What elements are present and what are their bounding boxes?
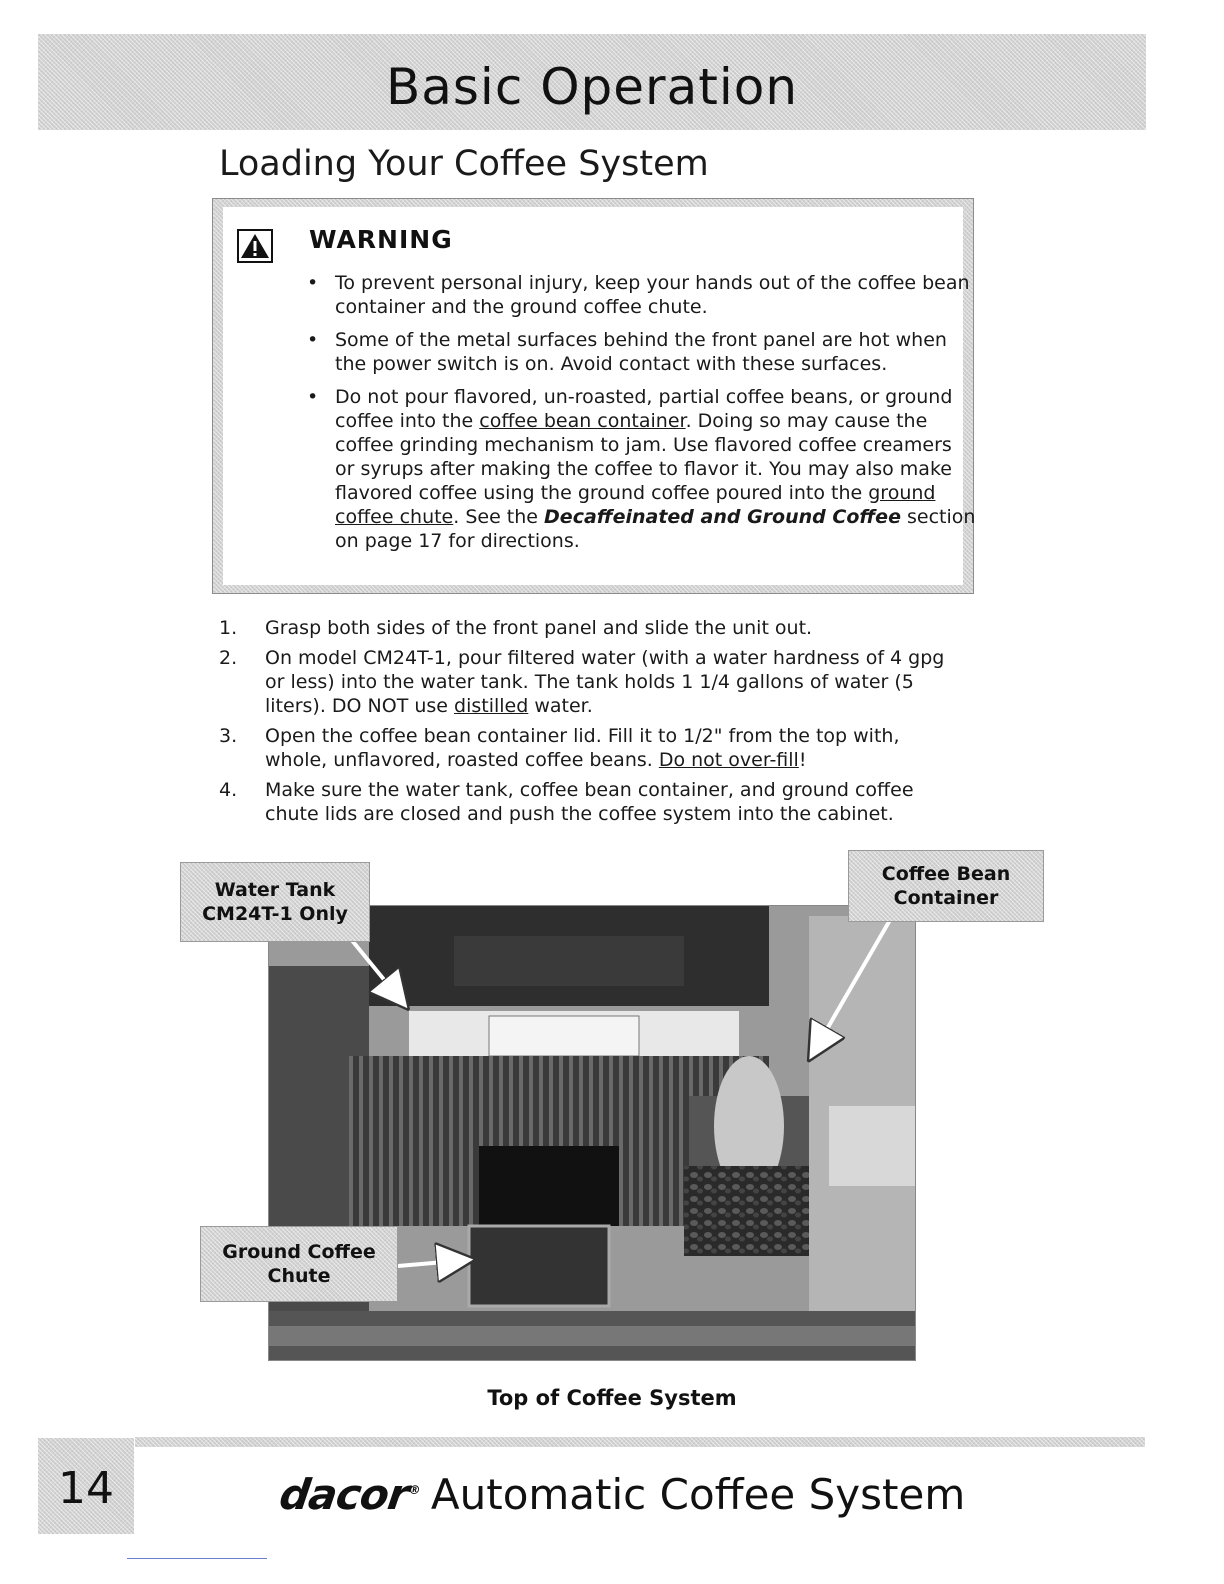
bottom-rule bbox=[127, 1558, 267, 1559]
banner-title: Basic Operation bbox=[385, 58, 799, 116]
step-item bbox=[219, 724, 959, 772]
callout-coffee-bean-container bbox=[848, 850, 1044, 922]
callout-label: Coffee Bean bbox=[881, 863, 1011, 885]
warning-item-text: To prevent personal injury, keep your hands out of the coffee bean container and the ground coffee chute. bbox=[335, 272, 970, 318]
ground-coffee-chute-link[interactable]: ground coffee chute bbox=[335, 482, 936, 528]
step-text-part: ! bbox=[798, 749, 807, 771]
step-number: 4. bbox=[219, 779, 238, 801]
figure-caption: Top of Coffee System bbox=[487, 1386, 737, 1410]
bullet: • bbox=[307, 272, 319, 294]
step-number: 3. bbox=[219, 725, 238, 747]
warning-item bbox=[307, 328, 977, 376]
do-not-overfill-link[interactable]: Do not over-fill bbox=[658, 749, 799, 771]
footer-title bbox=[276, 1466, 966, 1522]
callout-label: Chute bbox=[267, 1265, 331, 1287]
warning-content bbox=[223, 207, 976, 585]
warning-item-text-part: Do not pour flavored, un-roasted, partial coffee beans, or ground coffee into the bbox=[335, 386, 953, 432]
callout-label: Container bbox=[893, 887, 999, 909]
footer-rule bbox=[135, 1437, 1145, 1447]
callout-water-tank bbox=[180, 862, 370, 942]
warning-list bbox=[307, 271, 977, 562]
warning-item-text: Some of the metal surfaces behind the front panel are hot when the power switch is on. Avoid contact with these surfaces. bbox=[335, 329, 947, 375]
step-item bbox=[219, 778, 959, 826]
product-name: Automatic Coffee System bbox=[430, 1469, 966, 1519]
callout-ground-coffee-chute bbox=[200, 1226, 398, 1302]
step-text: Grasp both sides of the front panel and slide the unit out. bbox=[265, 617, 813, 639]
callout-label: Ground Coffee bbox=[222, 1241, 376, 1263]
warning-item-text-part: . See the bbox=[453, 506, 545, 528]
bullet: • bbox=[307, 386, 319, 408]
brand-name: dacor bbox=[276, 1469, 412, 1519]
warning-triangle-icon bbox=[237, 229, 273, 263]
step-text: Make sure the water tank, coffee bean container, and ground coffee chute lids are closed and push the coffee system into the cabinet. bbox=[265, 779, 914, 825]
warning-item bbox=[307, 271, 977, 319]
coffee-bean-container-link[interactable]: coffee bean container bbox=[479, 410, 686, 432]
callout-label: Water Tank bbox=[214, 879, 336, 901]
page-number-box bbox=[38, 1438, 134, 1534]
step-item bbox=[219, 646, 959, 718]
step-text-part: Open the coffee bean container lid. Fill it to 1/2" from the top with, whole, unflavored, roasted coffee beans. bbox=[265, 725, 900, 771]
section-reference: Decaffeinated and Ground Coffee bbox=[544, 506, 901, 528]
step-item bbox=[219, 616, 959, 640]
bullet: • bbox=[307, 329, 319, 351]
step-text-part: water. bbox=[528, 695, 593, 717]
step-number: 2. bbox=[219, 647, 238, 669]
distilled-link[interactable]: distilled bbox=[454, 695, 529, 717]
dacor-logo bbox=[277, 1470, 423, 1519]
callout-label: CM24T-1 Only bbox=[202, 903, 348, 925]
steps-list bbox=[219, 616, 959, 832]
registered-mark: ® bbox=[407, 1482, 421, 1497]
warning-item-text-part: section on page 17 for directions. bbox=[335, 506, 976, 552]
warning-item-text-part: . Doing so may cause the coffee grinding mechanism to jam. Use flavored coffee creamers or syrups after making the coffee to flavor it. You may also make flavored coffee using the ground coffee poured into the bbox=[335, 410, 952, 504]
warning-heading: WARNING bbox=[309, 225, 453, 254]
header-banner bbox=[38, 34, 1146, 130]
warning-item bbox=[307, 385, 977, 553]
page-number: 14 bbox=[58, 1462, 114, 1514]
step-text-part: On model CM24T-1, pour filtered water (with a water hardness of 4 gpg or less) into the water tank. The tank holds 1 1/4 gallons of water (5 liters). DO NOT use bbox=[265, 647, 945, 717]
step-number: 1. bbox=[219, 617, 238, 639]
section-title: Loading Your Coffee System bbox=[219, 144, 709, 184]
warning-box bbox=[212, 198, 974, 594]
